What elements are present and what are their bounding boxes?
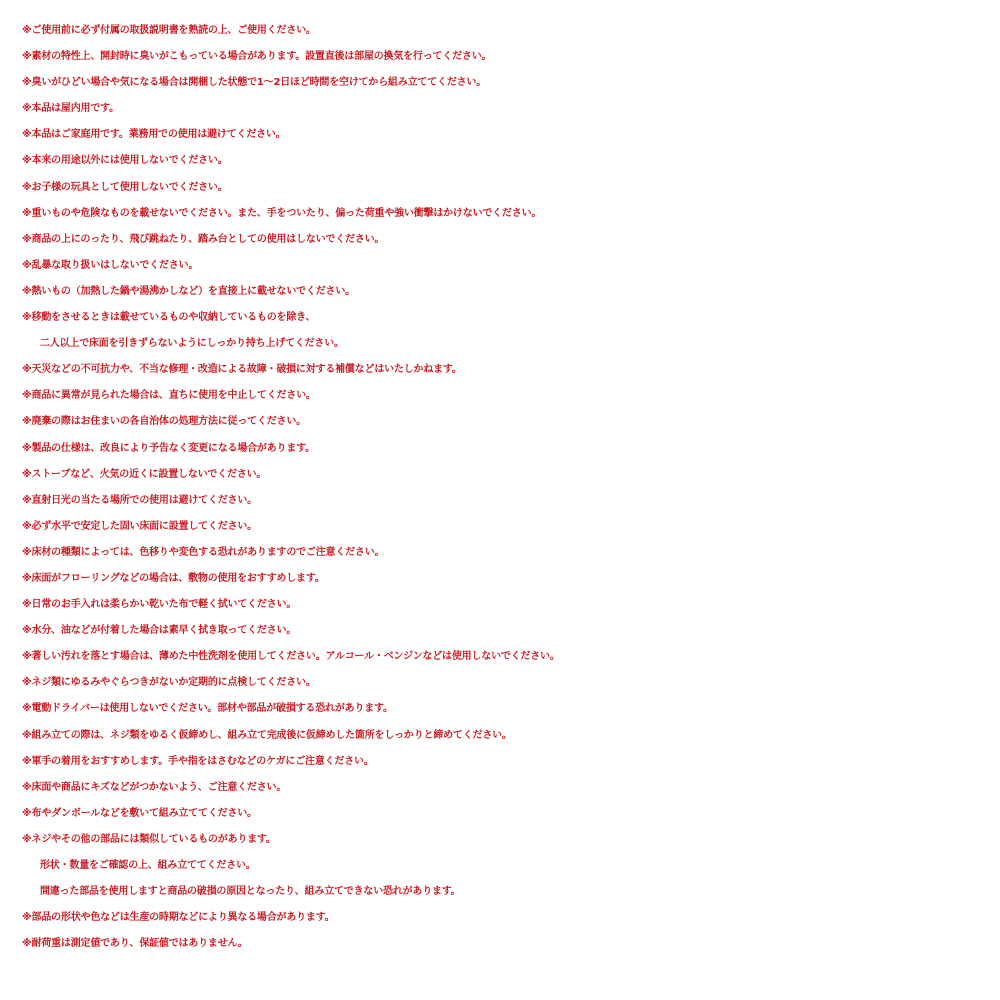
notice-line-continuation: 二人以上で床面を引きずらないようにしっかり持ち上げてください。 bbox=[40, 338, 344, 350]
notice-line: ※天災などの不可抗力や、不当な修理・改造による故障・破損に対する補償などはいたしかねます。 bbox=[22, 364, 462, 376]
notice-line: ※移動をさせるときは載せているものや収納しているものを除き、 bbox=[22, 312, 316, 324]
notice-line: ※床面がフローリングなどの場合は、敷物の使用をおすすめします。 bbox=[22, 572, 325, 584]
notice-line: ※ご使用前に必ず付属の取扱説明書を熟読の上、ご使用ください。 bbox=[22, 25, 316, 36]
notice-line: ※商品の上にのったり、飛び跳ねたり、踏み台としての使用はしないでください。 bbox=[22, 233, 385, 245]
caution-notice-list bbox=[22, 18, 1000, 957]
notice-line: ※本品はご家庭用です。業務用での使用は避けてください。 bbox=[22, 129, 286, 141]
notice-line: ※必ず水平で安定した固い床面に設置してください。 bbox=[22, 520, 257, 532]
notice-line: ※商品に異常が見られた場合は、直ちに使用を中止してください。 bbox=[22, 390, 316, 402]
notice-line: ※お子様の玩具として使用しないでください。 bbox=[22, 181, 228, 193]
notice-line: ※直射日光の当たる場所での使用は避けてください。 bbox=[22, 494, 257, 506]
notice-line: ※乱暴な取り扱いはしないでください。 bbox=[22, 259, 199, 271]
notice-line: ※床面や商品にキズなどがつかないよう、ご注意ください。 bbox=[22, 781, 287, 793]
notice-line: ※臭いがひどい場合や気になる場合は開梱した状態で1～2日ほど時間を空けてから組み立ててください。 bbox=[22, 77, 487, 89]
notice-line: ※本品は屋内用です。 bbox=[22, 103, 119, 115]
notice-line: ※ネジ類にゆるみやぐらつきがないか定期的に点検してください。 bbox=[22, 677, 316, 689]
notice-line: ※ネジやその他の部品には類似しているものがあります。 bbox=[22, 833, 276, 845]
notice-line: ※製品の仕様は、改良により予告なく変更になる場合があります。 bbox=[22, 442, 315, 454]
notice-line-continuation: 間違った部品を使用しますと商品の破損の原因となったり、組み立てできない恐れがあります。 bbox=[40, 886, 461, 898]
notice-line: ※素材の特性上、開封時に臭いがこもっている場合があります。設置直後は部屋の換気を行ってください。 bbox=[22, 51, 492, 63]
notice-line: ※廃棄の際はお住まいの各自治体の処理方法に従ってください。 bbox=[22, 416, 306, 428]
notice-line: ※熱いもの（加熱した鍋や湯沸かしなど）を直接上に載せないでください。 bbox=[22, 285, 355, 297]
notice-line-continuation: 形状・数量をご確認の上、組み立ててください。 bbox=[40, 860, 256, 871]
notice-line: ※軍手の着用をおすすめします。手や指をはさむなどのケガにご注意ください。 bbox=[22, 755, 374, 767]
notice-line: ※耐荷重は測定値であり、保証値ではありません。 bbox=[22, 938, 248, 950]
notice-line: ※電動ドライバーは使用しないでください。部材や部品が破損する恐れがあります。 bbox=[22, 703, 393, 715]
notice-line: ※ストーブなど、火気の近くに設置しないでください。 bbox=[22, 468, 267, 480]
notice-line: ※布やダンボールなどを敷いて組み立ててください。 bbox=[22, 807, 257, 819]
notice-line: ※本来の用途以外には使用しないでください。 bbox=[22, 155, 228, 167]
notice-line: ※重いものや危険なものを載せないでください。また、手をついたり、偏った荷重や強い衝撃はかけないでください。 bbox=[22, 207, 542, 219]
notice-line: ※床材の種類によっては、色移りや変色する恐れがありますのでご注意ください。 bbox=[22, 546, 385, 558]
notice-line: ※著しい汚れを落とす場合は、薄めた中性洗剤を使用してください。アルコール・ベンジンなどは使用しないでください。 bbox=[22, 651, 560, 663]
notice-line: ※部品の形状や色などは生産の時期などにより異なる場合があります。 bbox=[22, 912, 335, 924]
notice-line: ※日常のお手入れは柔らかい乾いた布で軽く拭いてください。 bbox=[22, 599, 297, 611]
notice-line: ※水分、油などが付着した場合は素早く拭き取ってください。 bbox=[22, 625, 297, 637]
notice-line: ※組み立ての際は、ネジ類をゆるく仮締めし、組み立て完成後に仮締めした箇所をしっかりと締めてください。 bbox=[22, 729, 512, 741]
